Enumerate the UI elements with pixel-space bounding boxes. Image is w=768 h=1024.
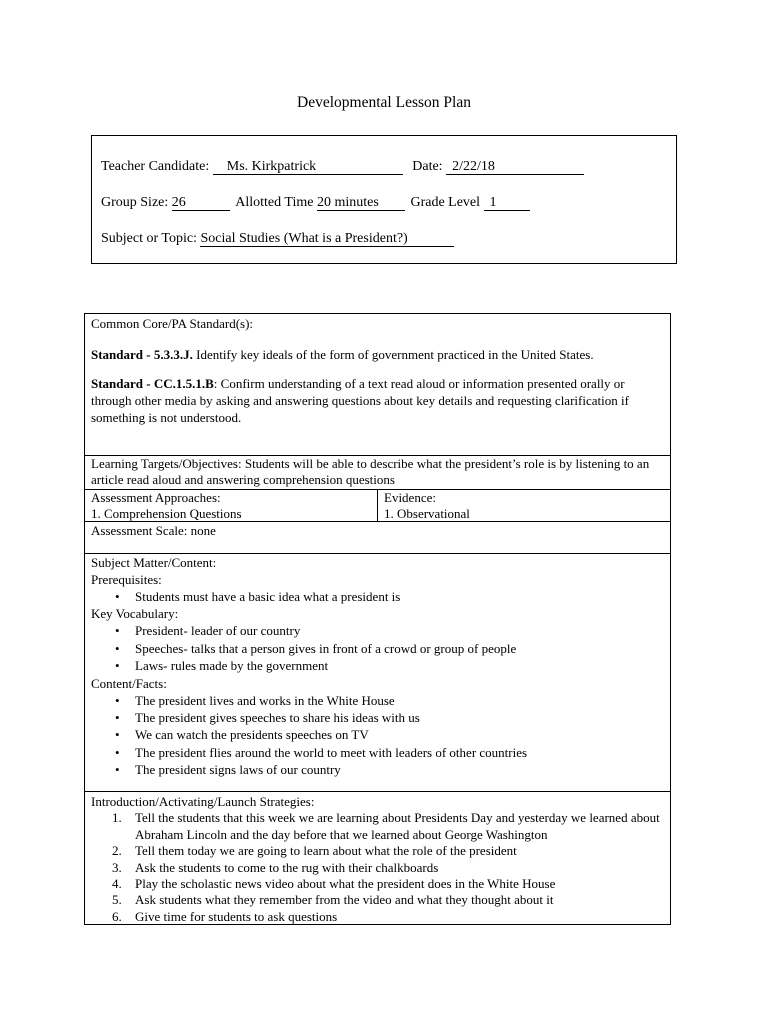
assessment-scale: Assessment Scale: none [91, 523, 216, 538]
list-item: 2. Tell them today we are going to learn about what the role of the president [112, 843, 517, 859]
assessment-scale-section [85, 522, 670, 554]
subject-row [101, 231, 454, 247]
content-section [85, 554, 670, 792]
list-item: • Speeches- talks that a person gives in front of a crowd or group of people [91, 640, 664, 657]
teacher-label: Teacher Candidate: [101, 159, 210, 174]
introduction-heading: Introduction/Activating/Launch Strategies: [91, 794, 315, 809]
vocabulary-label: Key Vocabulary: [91, 606, 179, 622]
group-size-value: 26 [172, 196, 230, 211]
grade-level-value: 1 [484, 196, 530, 211]
facts-label: Content/Facts: [91, 675, 167, 691]
introduction-body [91, 794, 664, 925]
date-value: 2/22/18 [446, 160, 584, 175]
allotted-time-label: Allotted Time [235, 195, 314, 210]
assessment-approaches: Assessment Approaches: 1. Comprehension Questions [91, 490, 242, 521]
introduction-section [85, 792, 670, 926]
content-body [91, 554, 664, 779]
evidence: Evidence: 1. Observational [384, 490, 470, 521]
group-row [101, 195, 530, 211]
subject-value: Social Studies (What is a President?) [200, 232, 454, 247]
list-item: • The president signs laws of our country [91, 761, 664, 778]
list-item: • President- leader of our country [91, 622, 664, 639]
list-item: 6. Give time for students to ask questions [112, 908, 338, 924]
list-item: 1. Tell the students that this week we are learning about Presidents Day and yesterday we learned about Abraham Lincoln and the day before that we learned about George Washington [112, 810, 660, 842]
lesson-header-box [91, 135, 677, 264]
prerequisites-list [91, 588, 664, 605]
list-item: 5. Ask students what they remember from the video and what they thought about it [112, 892, 554, 908]
list-item: 4. Play the scholastic news video about what the president does in the White House [112, 876, 556, 892]
vocabulary-list [91, 622, 664, 674]
standard-1: Standard - 5.3.3.J. Identify key ideals of the form of government practiced in the United States. [91, 347, 594, 362]
standards-section [85, 314, 670, 456]
date-label: Date: [412, 159, 443, 174]
subject-label: Subject or Topic: [101, 231, 197, 246]
list-item: • We can watch the presidents speeches on TV [91, 726, 664, 743]
standards-heading: Common Core/PA Standard(s): [91, 316, 254, 331]
introduction-steps [91, 810, 664, 925]
page-title: Developmental Lesson Plan [297, 94, 471, 111]
list-item: • Students must have a basic idea what a president is [91, 588, 664, 605]
teacher-value: Ms. Kirkpatrick [213, 160, 403, 175]
list-item: • Laws- rules made by the government [91, 657, 664, 674]
list-item: • The president lives and works in the White House [91, 692, 664, 709]
assessment-row [85, 490, 670, 522]
list-item: • The president gives speeches to share his ideas with us [91, 709, 664, 726]
grade-level-label: Grade Level [410, 195, 481, 210]
list-item: • The president flies around the world to meet with leaders of other countries [91, 744, 664, 761]
allotted-time-value: 20 minutes [317, 196, 405, 211]
standard-2: Standard - CC.1.5.1.B: Confirm understanding of a text read aloud or information presented orally or through other media by asking and answering questions about key details and requesting clarification if something is not understood. [91, 376, 629, 425]
facts-list [91, 692, 664, 779]
lesson-plan-table [84, 313, 671, 925]
content-heading: Subject Matter/Content: [91, 555, 217, 570]
objectives-text: Learning Targets/Objectives: Students will be able to describe what the president’s role is by listening to an article read aloud and answering comprehension questions [91, 456, 650, 488]
objectives-section [85, 456, 670, 490]
list-item: 3. Ask the students to come to the rug with their chalkboards [112, 859, 439, 875]
group-size-label: Group Size: [101, 195, 169, 210]
teacher-row [101, 159, 584, 175]
prerequisites-label: Prerequisites: [91, 572, 162, 587]
